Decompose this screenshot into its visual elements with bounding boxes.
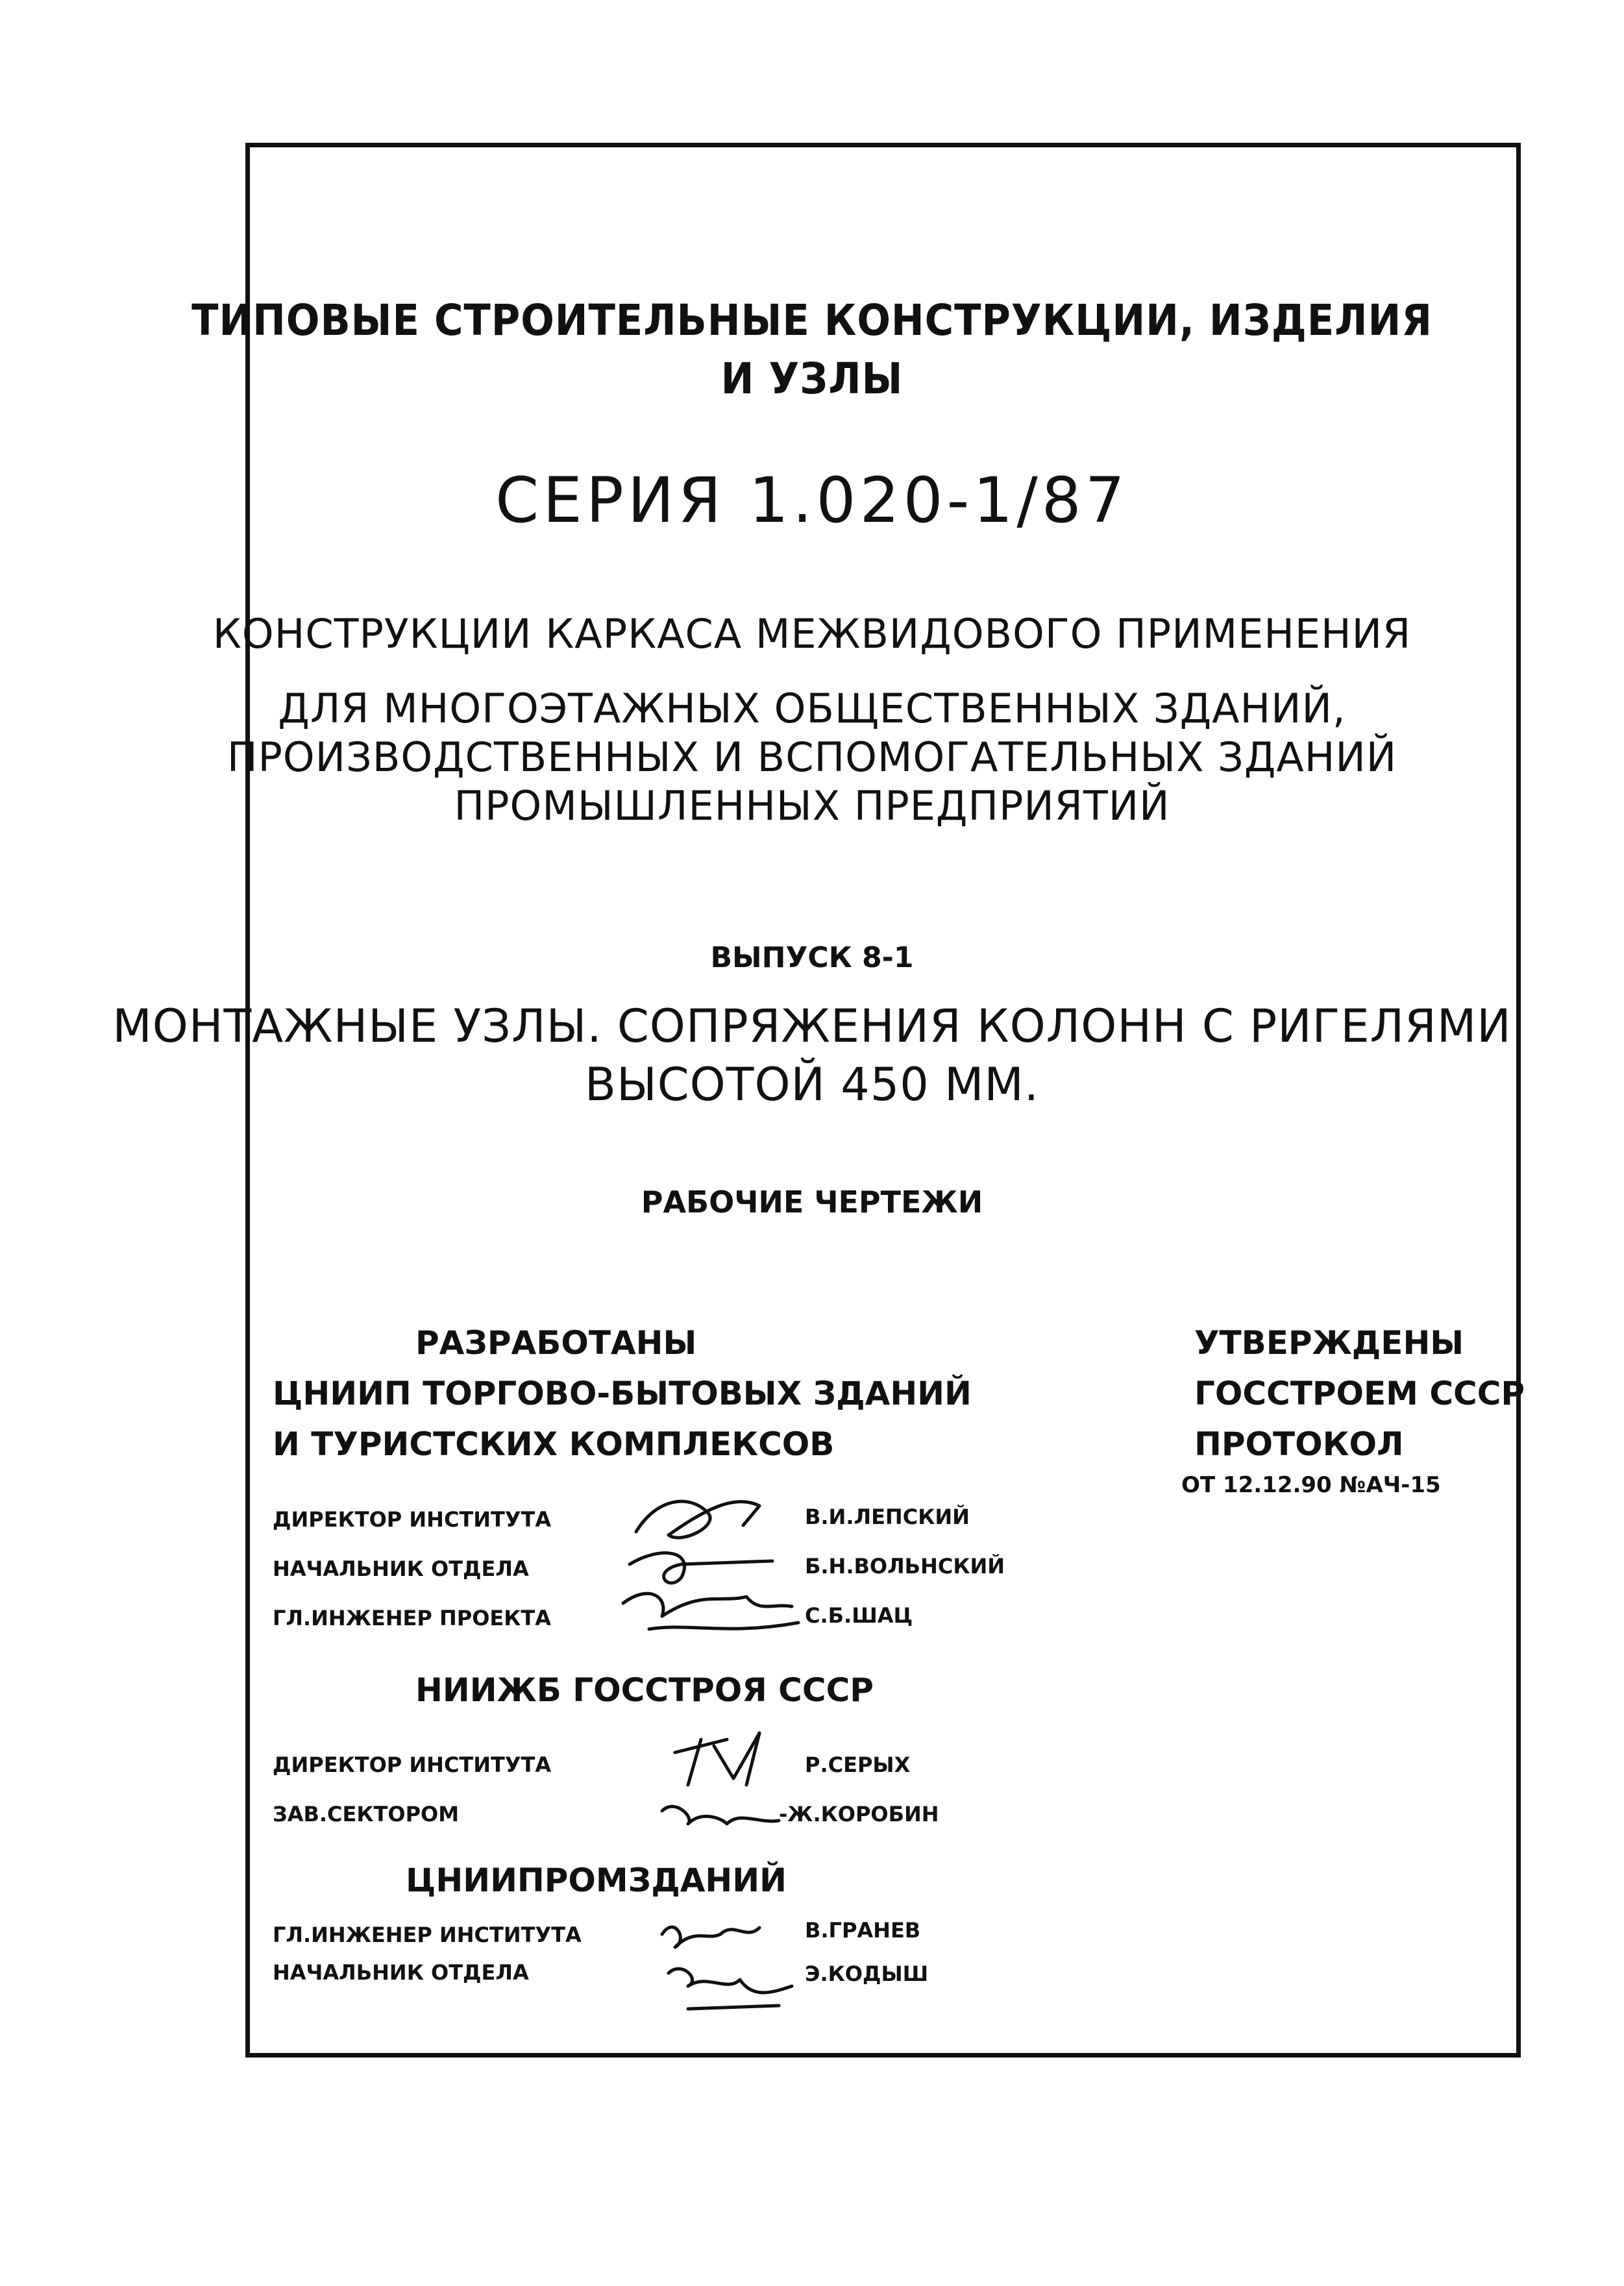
subject-line-4: ПРОМЫШЛЕННЫХ ПРЕДПРИЯТИЙ [454, 782, 1170, 830]
signatory-name: -Ж.КОРОБИН [779, 1802, 939, 1826]
signatory-name: Б.Н.ВОЛЬНСКИЙ [805, 1554, 1005, 1579]
issue-title-line-1: МОНТАЖНЫЕ УЗЛЫ. СОПРЯЖЕНИЯ КОЛОНН С РИГЕЛЯМИ [112, 1000, 1512, 1053]
header-line-2: И УЗЛЫ [720, 354, 904, 404]
subject-line-3: ПРОИЗВОДСТВЕННЫХ И ВСПОМОГАТЕЛЬНЫХ ЗДАНИЙ [227, 733, 1397, 781]
signatory-role: ГЛ.ИНЖЕНЕР ИНСТИТУТА [273, 1923, 582, 1947]
signature-image [610, 1473, 805, 1649]
developer-org-line-1: ЦНИИП ТОРГОВО-БЫТОВЫХ ЗДАНИЙ [273, 1375, 972, 1412]
developed-label: РАЗРАБОТАНЫ [415, 1324, 697, 1362]
approved-label: УТВЕРЖДЕНЫ [1194, 1324, 1464, 1362]
signatory-name: С.Б.ШАЦ [805, 1603, 913, 1628]
subject-line-2: ДЛЯ МНОГОЭТАЖНЫХ ОБЩЕСТВЕННЫХ ЗДАНИЙ, [278, 685, 1346, 732]
signatory-role: ГЛ.ИНЖЕНЕР ПРОЕКТА [273, 1606, 551, 1630]
signatory-name: В.ГРАНЕВ [805, 1918, 921, 1943]
org-tsniipromzdaniy: ЦНИИПРОМЗДАНИЙ [406, 1862, 787, 1899]
signatory-role: ДИРЕКТОР ИНСТИТУТА [273, 1752, 552, 1777]
signatory-role: НАЧАЛЬНИК ОТДЕЛА [273, 1556, 529, 1581]
header-line-1: ТИПОВЫЕ СТРОИТЕЛЬНЫЕ КОНСТРУКЦИИ, ИЗДЕЛИЯ [191, 295, 1433, 345]
signatory-name: В.И.ЛЕПСКИЙ [805, 1505, 970, 1529]
signatory-name: Р.СЕРЫХ [805, 1752, 911, 1777]
issue-number: ВЫПУСК 8-1 [710, 941, 914, 974]
signatory-name: Э.КОДЫШ [805, 1961, 929, 1986]
protocol-label: ПРОТОКОЛ [1194, 1425, 1404, 1463]
approved-by: ГОССТРОЕМ СССР [1194, 1375, 1525, 1412]
protocol-reference: ОТ 12.12.90 №АЧ-15 [1181, 1472, 1441, 1498]
signatory-role: ЗАВ.СЕКТОРОМ [273, 1802, 460, 1826]
issue-title-line-2: ВЫСОТОЙ 450 ММ. [584, 1058, 1040, 1111]
subject-line-1: КОНСТРУКЦИИ КАРКАСА МЕЖВИДОВОГО ПРИМЕНЕНИЯ [212, 610, 1412, 658]
signature-image [649, 1714, 805, 1843]
signature-image [649, 1895, 805, 2025]
developer-org-line-2: И ТУРИСТСКИХ КОМПЛЕКСОВ [273, 1425, 835, 1463]
series-number: СЕРИЯ 1.020-1/87 [495, 464, 1129, 537]
document-type: РАБОЧИЕ ЧЕРТЕЖИ [641, 1185, 983, 1220]
signatory-role: НАЧАЛЬНИК ОТДЕЛА [273, 1960, 529, 1985]
signatory-role: ДИРЕКТОР ИНСТИТУТА [273, 1507, 552, 1532]
org-niizhb: НИИЖБ ГОССТРОЯ СССР [415, 1671, 874, 1709]
